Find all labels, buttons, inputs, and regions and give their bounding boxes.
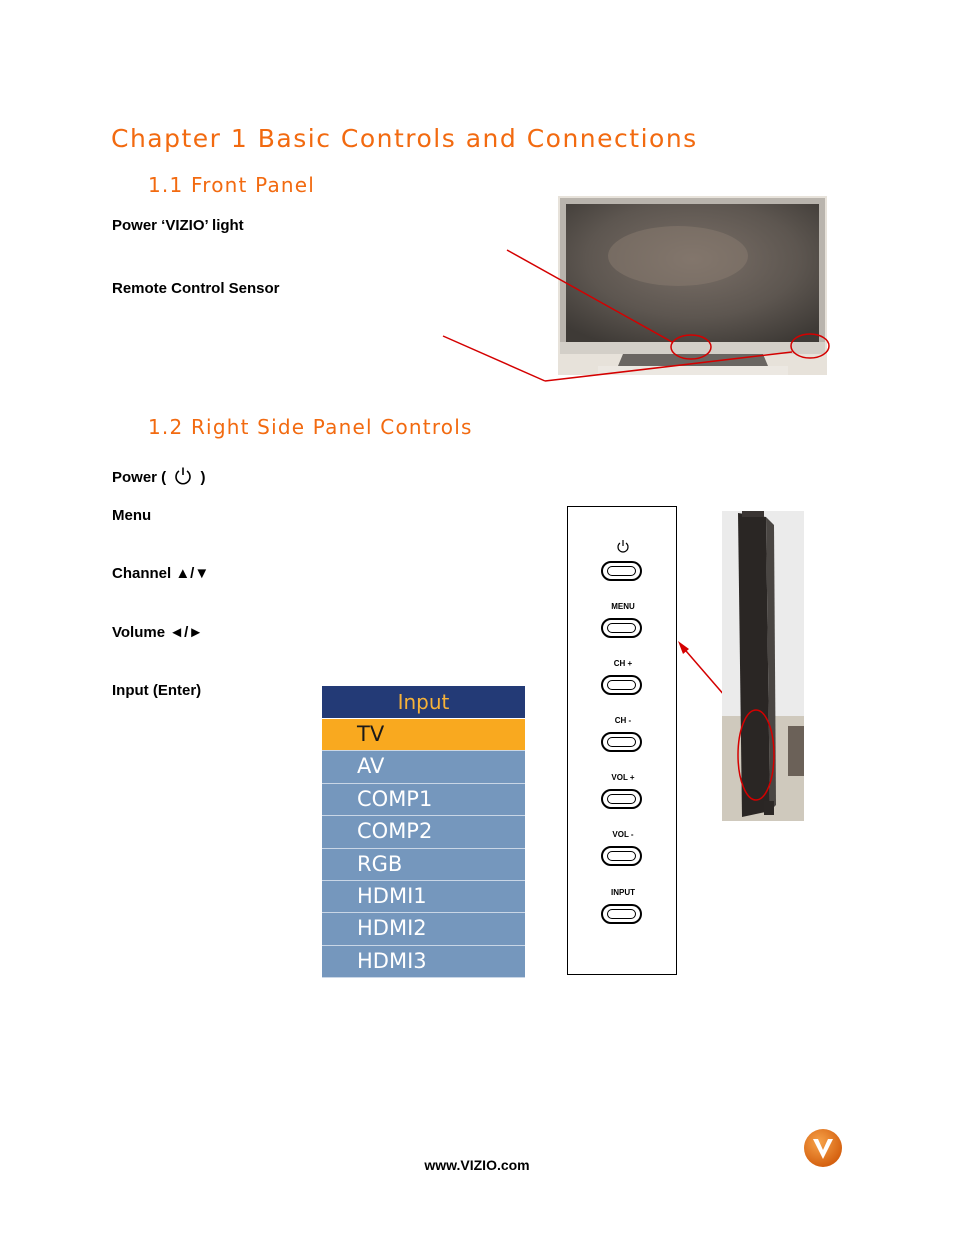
- vizio-logo: [803, 1128, 843, 1168]
- side-button-panel: [567, 506, 677, 975]
- chapter-title: Chapter 1 Basic Controls and Connections: [111, 124, 698, 153]
- menu-button[interactable]: [601, 618, 642, 638]
- ch-up-button-label: CH +: [613, 659, 633, 668]
- input-menu-item-tv[interactable]: TV: [322, 719, 525, 751]
- input-menu: [322, 686, 525, 978]
- input-menu-header: Input: [322, 686, 525, 719]
- vol-down-button[interactable]: [601, 846, 642, 866]
- input-button-label: INPUT: [611, 888, 635, 897]
- vol-up-button-label: VOL +: [611, 773, 635, 782]
- section-title-side-panel: 1.2 Right Side Panel Controls: [148, 415, 473, 439]
- label-channel: Channel ▲/▼: [112, 565, 210, 582]
- section-title-front-panel: 1.1 Front Panel: [148, 173, 316, 197]
- input-button[interactable]: [601, 904, 642, 924]
- ch-up-button[interactable]: [601, 675, 642, 695]
- input-menu-item-rgb[interactable]: RGB: [322, 849, 525, 881]
- tv-front-photo: [558, 196, 827, 375]
- ch-down-button[interactable]: [601, 732, 642, 752]
- label-input: Input (Enter): [112, 682, 202, 699]
- input-menu-item-comp2[interactable]: COMP2: [322, 816, 525, 848]
- input-menu-item-hdmi1[interactable]: HDMI1: [322, 881, 525, 913]
- tv-side-photo: [722, 511, 804, 821]
- label-remote-sensor: Remote Control Sensor: [112, 280, 280, 297]
- input-menu-item-comp1[interactable]: COMP1: [322, 784, 525, 816]
- vol-up-button[interactable]: [601, 789, 642, 809]
- power-icon: [173, 466, 193, 486]
- power-button[interactable]: [601, 561, 642, 581]
- label-power: [112, 466, 206, 486]
- vol-down-button-label: VOL -: [612, 830, 634, 839]
- input-menu-item-hdmi2[interactable]: HDMI2: [322, 913, 525, 945]
- power-button-icon: [616, 539, 630, 553]
- footer-url[interactable]: www.VIZIO.com: [424, 1157, 530, 1173]
- input-menu-item-hdmi3[interactable]: HDMI3: [322, 946, 525, 978]
- label-power-text: Power (: [112, 469, 167, 486]
- label-power-light: Power ‘VIZIO’ light: [112, 217, 244, 234]
- ch-down-button-label: CH -: [614, 716, 632, 725]
- label-power-close: ): [200, 469, 206, 486]
- menu-button-label: MENU: [611, 602, 635, 611]
- input-menu-item-av[interactable]: AV: [322, 751, 525, 783]
- label-volume: Volume ◄/►: [112, 624, 204, 641]
- label-menu: Menu: [112, 507, 152, 524]
